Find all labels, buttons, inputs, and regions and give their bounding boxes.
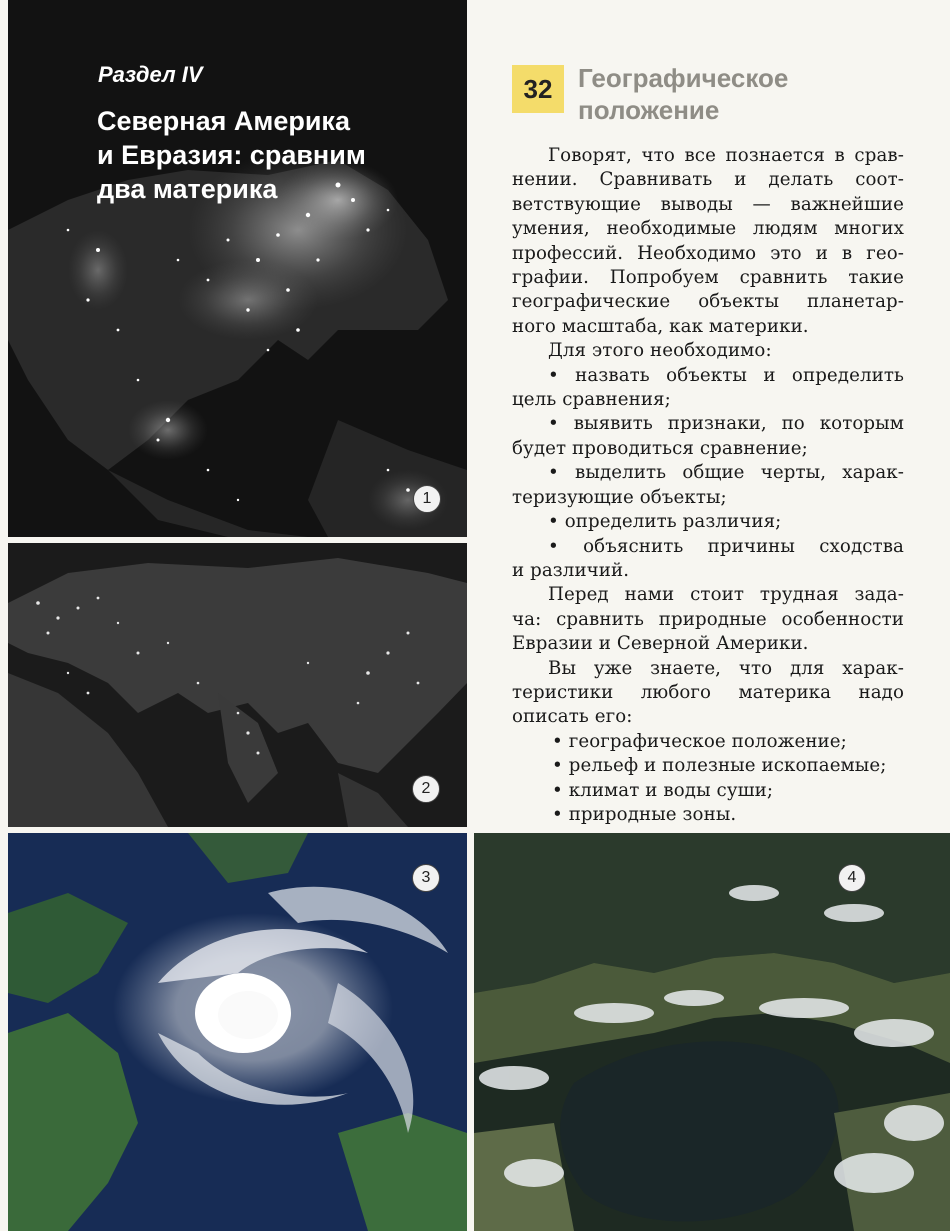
text-line: • назвать объекты и определить (548, 364, 904, 386)
text-line: • объяснить причины сходства (548, 535, 904, 557)
photo-eurasia-night (8, 543, 467, 827)
text-line: ного масштаба, как материки. (512, 315, 809, 337)
text-line: Вы уже знаете, что для харак- (548, 657, 904, 679)
photo-north-america-night (8, 0, 467, 537)
text-line: будет проводиться сравнение; (512, 437, 808, 459)
paragraph-title-line: положение (578, 95, 720, 125)
section-label: Раздел IV (98, 62, 203, 87)
figure-number-badge: 4 (838, 864, 866, 892)
text-line: графии. Попробуем сравнить такие (512, 267, 904, 289)
text-line: • выявить признаки, по которым (548, 413, 904, 435)
paragraph-title-line: Географическое (578, 63, 789, 93)
text-line: умения, необходимые людям многих (512, 218, 904, 240)
text-line: • определить различия; (548, 511, 782, 533)
text-line: и различий. (512, 559, 630, 581)
text-line: описать его: (512, 706, 633, 728)
figure-number-badge: 2 (412, 775, 440, 803)
text-line: ча: сравнить природные особенности (512, 608, 904, 630)
text-line: • климат и воды суши; (552, 779, 774, 801)
hurricane-satellite-icon (8, 833, 467, 1231)
text-line: Для этого необходимо: (548, 340, 772, 362)
paragraph-title (578, 62, 788, 126)
section-title-line: Северная Америка (97, 106, 350, 136)
caribbean-coast-satellite-icon (474, 833, 950, 1231)
figure-number-badge: 3 (412, 864, 440, 892)
text-line: нении. Сравнивать и делать соот- (512, 169, 904, 191)
section-title-line: два материка (97, 174, 278, 204)
text-line: Перед нами стоит трудная зада- (548, 584, 904, 606)
text-line: цель сравнения; (512, 389, 671, 411)
text-line: • природные зоны. (552, 803, 737, 825)
body-text (512, 144, 904, 827)
paragraph-number-badge: 32 (512, 65, 564, 113)
text-line: географические объекты планетар- (512, 291, 904, 313)
figure-number-badge: 1 (413, 485, 441, 513)
text-line: профессий. Необходимо это и в гео- (512, 242, 904, 264)
text-line: Говорят, что все познается в срав- (548, 145, 904, 166)
photo-hurricane (8, 833, 467, 1231)
section-title (97, 104, 457, 206)
text-line: • рельеф и полезные ископаемые; (552, 755, 887, 777)
text-line: • географическое положение; (552, 730, 847, 752)
eurasia-night-icon (8, 543, 467, 827)
section-title-line: и Евразия: сравним (97, 140, 366, 170)
photo-caribbean-coast (474, 833, 950, 1231)
text-line: Евразии и Северной Америки. (512, 633, 809, 655)
text-line: • выделить общие черты, харак- (548, 462, 904, 484)
text-line: ветствующие выводы — важнейшие (512, 193, 904, 215)
text-line: теристики любого материка надо (512, 681, 904, 703)
north-america-night-icon (8, 0, 467, 537)
text-line: теризующие объекты; (512, 486, 727, 508)
